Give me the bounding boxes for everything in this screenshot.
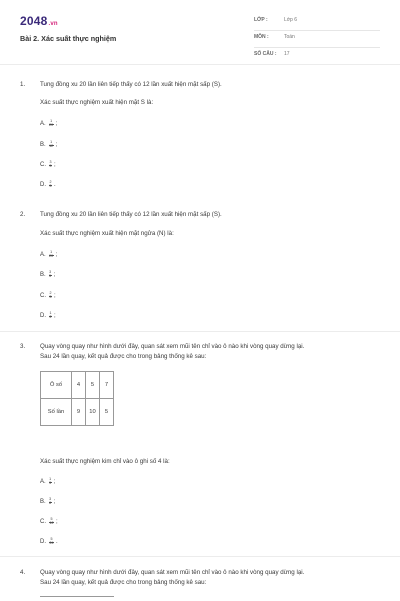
option-letter: D.: [40, 312, 46, 319]
table-cell: 7: [100, 372, 114, 399]
option-separator: ;: [55, 141, 58, 148]
option-separator: ;: [54, 161, 56, 168]
fraction-numerator: 1: [49, 311, 52, 315]
fraction-numerator: 3: [49, 160, 52, 164]
option-fraction: [49, 292, 52, 300]
fraction-denominator: 2: [49, 315, 52, 320]
fraction-numerator: 3: [49, 497, 52, 501]
option-letter: A.: [40, 120, 46, 127]
option-b[interactable]: [40, 141, 57, 149]
question-number: 4.: [20, 569, 26, 576]
fraction-denominator: 5: [49, 164, 52, 169]
question-stem: Quay vòng quay như hình dưới đây, quan sát xem mũi tên chỉ vào ô nào khi vòng quay dừng lại.: [40, 343, 305, 350]
site-logo[interactable]: [20, 14, 58, 28]
option-d[interactable]: [40, 538, 58, 546]
meta-value: Lớp 6: [284, 17, 298, 23]
fraction-numerator: 1: [50, 250, 53, 254]
fraction-numerator: 1: [50, 140, 53, 144]
meta-row-class: [254, 14, 380, 31]
option-separator: ;: [53, 271, 56, 278]
option-b[interactable]: [40, 271, 55, 279]
option-separator: ;: [54, 312, 56, 319]
fraction-numerator: 1: [49, 477, 52, 481]
meta-value: Toán: [284, 34, 295, 40]
fraction-denominator: 12: [49, 144, 54, 149]
option-fraction: [49, 518, 54, 526]
fraction-numerator: 2: [49, 291, 52, 295]
fraction-denominator: 3: [49, 481, 52, 486]
table-cell: 9: [72, 399, 86, 426]
table-cell: 5: [100, 399, 114, 426]
option-fraction: [49, 120, 54, 128]
table-cell: 4: [72, 372, 86, 399]
fraction-denominator: 12: [49, 521, 54, 526]
question-stem-line2: Sau 24 lần quay, kết quả được cho trong bảng thống kê sau:: [40, 353, 207, 360]
fraction-denominator: 24: [49, 541, 54, 546]
option-fraction: [49, 251, 54, 259]
option-letter: C.: [40, 518, 46, 525]
option-fraction: [49, 498, 52, 506]
option-separator: ;: [55, 120, 58, 127]
frequency-table-partial: [40, 596, 114, 601]
question-stem: Quay vòng quay như hình dưới đây, quan sát xem mũi tên chỉ vào ô nào khi vòng quay dừng lại.: [40, 569, 305, 576]
meta-label: SỐ CÂU :: [254, 51, 277, 57]
logo-text: 2048: [20, 14, 48, 28]
question-stem: Tung đồng xu 20 lần liên tiếp thấy có 12 lần xuất hiện mặt sấp (S).: [40, 81, 222, 88]
meta-label: MÔN :: [254, 34, 269, 40]
table-cell: 10: [86, 399, 100, 426]
divider: [0, 64, 400, 65]
option-a[interactable]: [40, 251, 57, 259]
option-a[interactable]: [40, 478, 55, 486]
fraction-denominator: 5: [49, 295, 52, 300]
fraction-denominator: 8: [49, 501, 52, 506]
fraction-denominator: 20: [49, 123, 54, 128]
option-fraction: [49, 538, 54, 546]
option-fraction: [49, 141, 54, 149]
meta-row-count: [254, 48, 380, 65]
table-cell: 5: [86, 372, 100, 399]
fraction-numerator: 2: [49, 180, 52, 184]
option-letter: C.: [40, 161, 46, 168]
divider: [0, 331, 400, 332]
divider: [0, 556, 400, 557]
option-separator: ;: [54, 292, 56, 299]
table-row: [41, 399, 114, 426]
question-prompt: Xác suất thực nghiệm xuất hiện mặt S là:: [40, 99, 154, 106]
frequency-table: [40, 371, 114, 426]
fraction-denominator: 5: [49, 184, 52, 189]
meta-row-subject: [254, 31, 380, 48]
question-prompt: Xác suất thực nghiệm xuất hiện mặt ngửa (N) là:: [40, 230, 174, 237]
option-letter: B.: [40, 141, 46, 148]
option-letter: A.: [40, 478, 46, 485]
option-fraction: [49, 271, 52, 279]
fraction-numerator: 5: [50, 517, 53, 521]
option-letter: D.: [40, 538, 46, 545]
meta-label: LỚP :: [254, 17, 268, 23]
question-number: 1.: [20, 81, 26, 88]
option-separator: .: [56, 538, 58, 545]
option-d[interactable]: [40, 312, 56, 320]
fraction-numerator: 5: [50, 537, 53, 541]
option-letter: B.: [40, 498, 46, 505]
page-header: [0, 0, 400, 62]
option-separator: ;: [56, 518, 58, 525]
option-c[interactable]: [40, 518, 58, 526]
option-letter: C.: [40, 292, 46, 299]
meta-value: 17: [284, 51, 290, 57]
option-fraction: [49, 312, 52, 320]
option-c[interactable]: [40, 292, 56, 300]
table-row: [41, 372, 114, 399]
table-header-cell: Số lần: [41, 399, 72, 426]
option-separator: ;: [53, 478, 56, 485]
option-fraction: [49, 181, 52, 189]
option-a[interactable]: [40, 120, 57, 128]
option-d[interactable]: [40, 181, 56, 189]
option-fraction: [49, 161, 52, 169]
lesson-title: Bài 2. Xác suất thực nghiệm: [20, 34, 117, 43]
fraction-numerator: 3: [49, 270, 52, 274]
fraction-denominator: 20: [49, 254, 54, 259]
option-separator: .: [54, 181, 56, 188]
option-fraction: [49, 478, 52, 486]
fraction-numerator: 1: [50, 119, 53, 123]
question-stem-line2: Sau 24 lần quay, kết quả được cho trong bảng thống kê sau:: [40, 579, 207, 586]
meta-panel: [254, 14, 380, 65]
question-number: 3.: [20, 343, 26, 350]
question-stem: Tung đồng xu 20 lần liên tiếp thấy có 12 lần xuất hiện mặt sấp (S).: [40, 211, 222, 218]
option-letter: B.: [40, 271, 46, 278]
option-separator: ;: [53, 498, 56, 505]
option-letter: A.: [40, 251, 46, 258]
option-letter: D.: [40, 181, 46, 188]
option-b[interactable]: [40, 498, 55, 506]
fraction-denominator: 5: [49, 274, 52, 279]
option-c[interactable]: [40, 161, 56, 169]
option-separator: ;: [55, 251, 58, 258]
question-prompt: Xác suất thực nghiệm kim chỉ vào ô ghi số 4 là:: [40, 458, 170, 465]
table-header-cell: Ô số: [41, 372, 72, 399]
logo-suffix: .vn: [48, 21, 58, 27]
question-number: 2.: [20, 211, 26, 218]
